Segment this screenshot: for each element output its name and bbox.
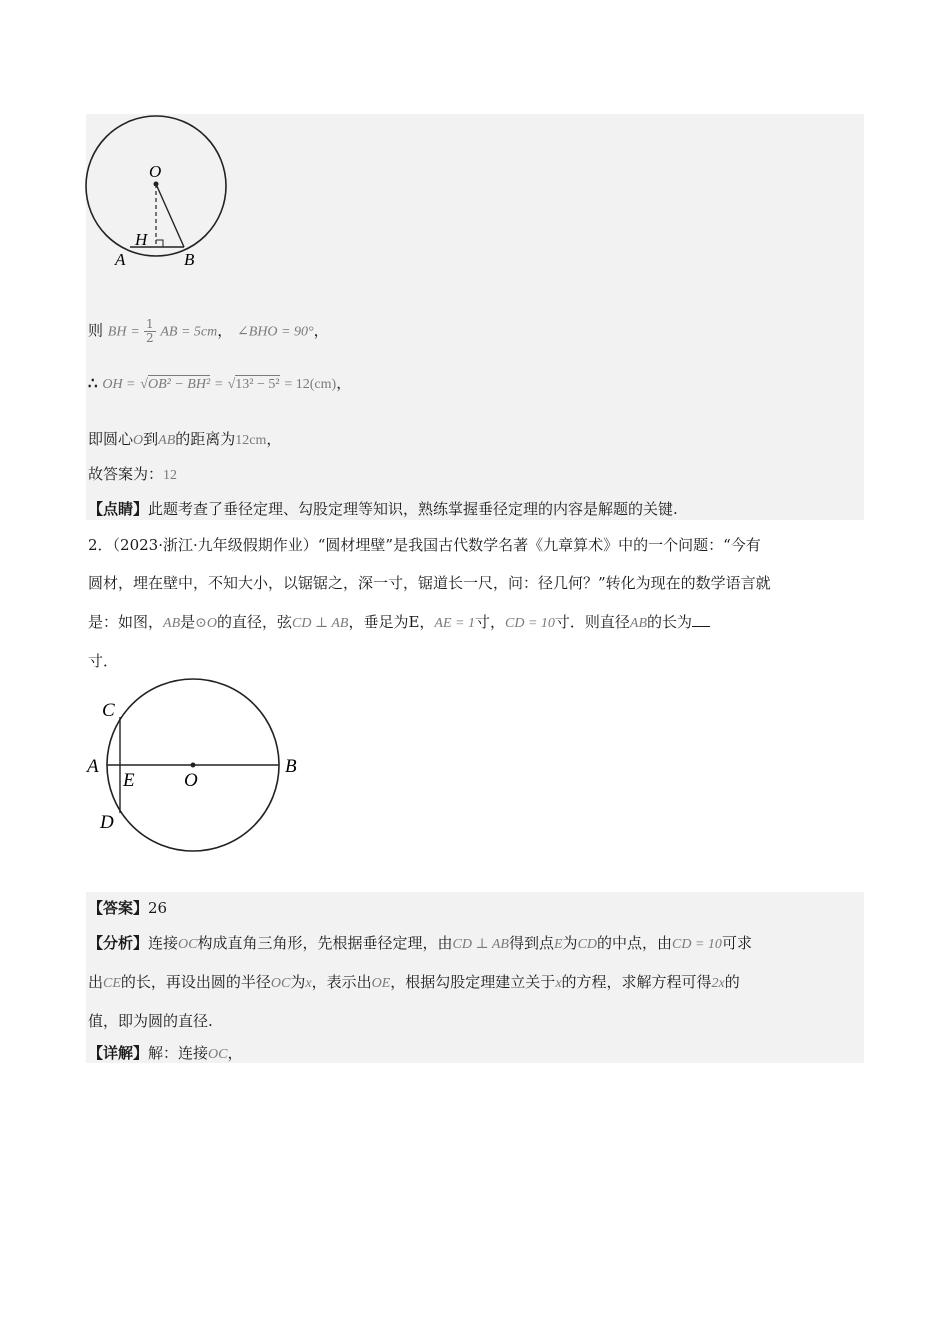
solution1-comment: 【点睛】此题考查了垂径定理、勾股定理等知识，熟练掌握垂径定理的内容是解题的关键. bbox=[88, 500, 678, 518]
problem2-line4: 寸． bbox=[88, 652, 119, 670]
detail-line: 【详解】解：连接OC， bbox=[88, 1044, 243, 1062]
fraction-half: $\frac{1}{2}$ bbox=[145, 317, 154, 345]
analysis-line3: 值，即为圆的直径. bbox=[88, 1012, 213, 1030]
label-B2: B bbox=[285, 756, 297, 777]
answer2-line: 【答案】26 bbox=[88, 899, 168, 917]
label-B: B bbox=[184, 250, 195, 269]
label-O2: O bbox=[184, 770, 198, 791]
label-A: A bbox=[115, 250, 126, 269]
right-angle-mark bbox=[156, 240, 163, 247]
problem2-line1: 2．（2023·浙江·九年级假期作业）“圆材埋壁”是我国古代数学名著《九章算术》中的一个问题：“今有 bbox=[88, 536, 761, 554]
segment-OB bbox=[156, 184, 184, 247]
label-C: C bbox=[102, 700, 115, 721]
label-E: E bbox=[123, 770, 135, 791]
problem2-line2: 圆材，埋在壁中，不知大小，以锯锯之，深一寸，锯道长一尺，问：径几何？”转化为现在的数学语言就 bbox=[88, 574, 771, 592]
circle-figure-1 bbox=[80, 110, 240, 280]
label-H: H bbox=[135, 230, 148, 249]
solution1-line-bh: 则 BH = $\frac{1}{2}$ AB = 5cm， ∠BHO = 90°， bbox=[88, 317, 329, 345]
problem2-line3: 是：如图，AB是⊙O的直径，弦CD ⊥ AB，垂足为E，AE = 1寸，CD = 10寸．则直径AB的长为 bbox=[88, 611, 710, 632]
circle-figure-2 bbox=[84, 672, 314, 862]
solution1-line-oh: ∴ OH = √OB² − BH² = √13² − 5² = 12(cm)， bbox=[88, 374, 352, 392]
label-A2: A bbox=[87, 756, 99, 777]
solution1-line-distance: 即圆心O到AB的距离为12cm， bbox=[88, 430, 282, 448]
analysis-line1: 【分析】连接OC构成直角三角形，先根据垂径定理，由CD ⊥ AB得到点E为CD的中点，由CD = 10可求 bbox=[88, 934, 752, 952]
label-D: D bbox=[100, 812, 114, 833]
answer-blank[interactable] bbox=[692, 626, 710, 627]
center-point-O2 bbox=[191, 763, 196, 768]
label-O: O bbox=[149, 162, 162, 181]
analysis-line2: 出CE的长，再设出圆的半径OC为x，表示出OE，根据勾股定理建立关于x的方程，求解方程可得2x的 bbox=[88, 973, 740, 991]
solution1-answer: 故答案为：12 bbox=[88, 465, 178, 483]
